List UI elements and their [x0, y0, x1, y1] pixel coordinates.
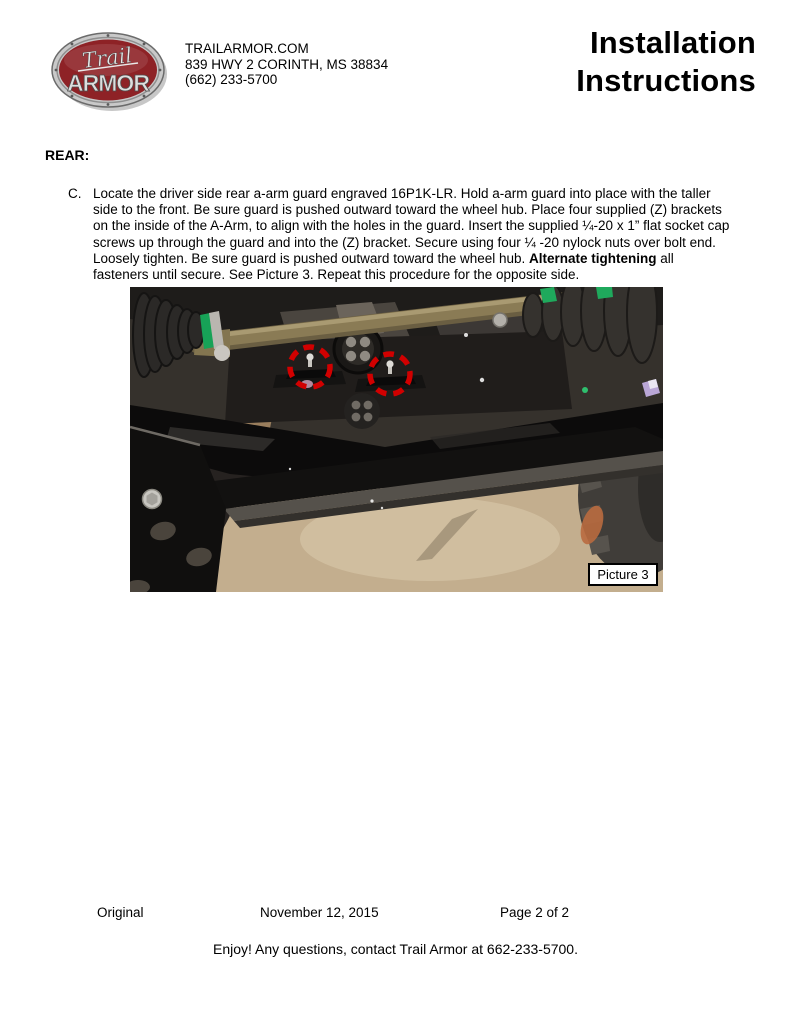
step-c-text: [93, 186, 730, 283]
step-c-label: C.: [68, 186, 82, 201]
logo-word-trail: Trail: [80, 43, 134, 74]
logo-word-armor: ARMOR: [67, 70, 149, 96]
photo-caption-picture-3: Picture 3: [588, 563, 658, 586]
company-phone: (662) 233-5700: [185, 72, 278, 87]
trail-armor-logo-icon: [50, 28, 170, 114]
trail-armor-logo: [50, 28, 170, 114]
step-c: [68, 186, 730, 283]
section-heading-rear: REAR:: [45, 147, 90, 163]
suspension-photo-illustration: [130, 287, 663, 592]
footer-date: November 12, 2015: [260, 905, 379, 920]
installation-photo: [130, 287, 663, 592]
step-c-text-part1: Locate the driver side rear a-arm guard engraved 16P1K-LR. Hold a-arm guard into place with the taller side to the front. Be sure guard is pushed outward toward the wheel hub. Place four supplied (Z) brackets on the inside of the A-Arm, to align with the holes in the guard. Insert the supplied ¼-20 x 1” flat socket cap screws up through the guard and into the (Z) bracket. Secure using four ¼ -20 nylock nuts over bolt end. Loosely tighten. Be sure guard is pushed outward toward the wheel hub.: [93, 186, 730, 266]
company-address: 839 HWY 2 CORINTH, MS 38834: [185, 56, 389, 72]
footer-contact-line: Enjoy! Any questions, contact Trail Armor at 662-233-5700.: [213, 941, 578, 957]
document-title: [576, 24, 756, 100]
step-c-text-bold: Alternate tightening: [529, 250, 657, 266]
footer-row: [0, 905, 791, 923]
company-website: TRAILARMOR.COM: [185, 41, 309, 56]
document-title-line2: Instructions: [576, 63, 756, 98]
company-contact-block: [185, 41, 388, 88]
footer-revision: Original: [97, 905, 144, 920]
footer-page-number: Page 2 of 2: [500, 905, 570, 920]
step-c-text-part2: all fasteners until secure. See Picture 3. Repeat this procedure for the opposite side.: [93, 250, 674, 283]
document-title-line1: Installation: [589, 25, 756, 60]
